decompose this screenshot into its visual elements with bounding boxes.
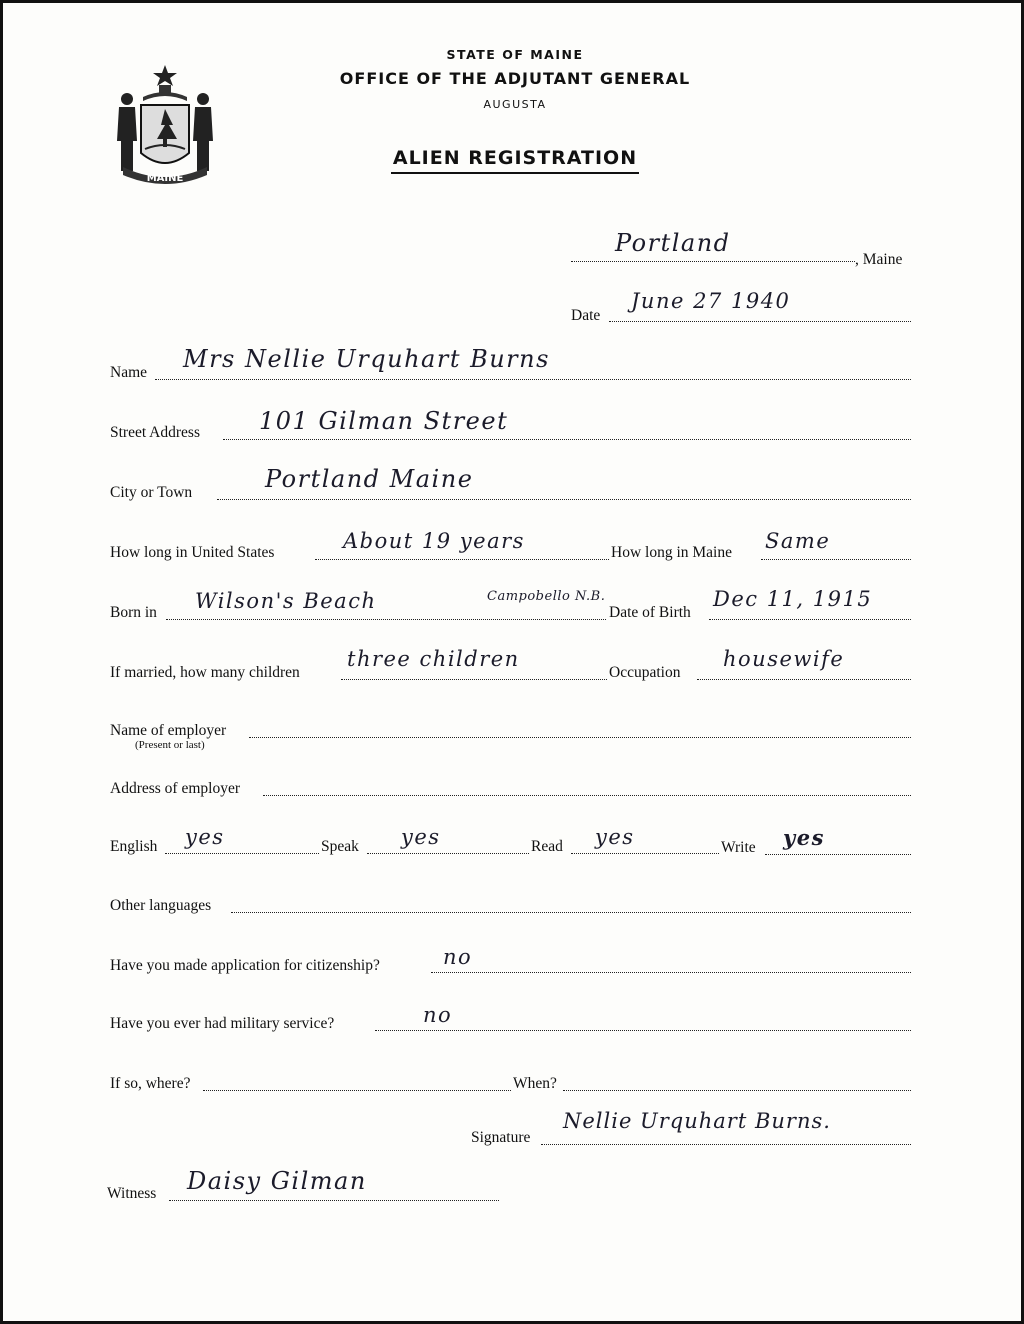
- seal-text: MAINE: [146, 173, 184, 184]
- citizenship-value[interactable]: no: [443, 945, 473, 969]
- english-label: English: [110, 838, 158, 855]
- write-line: [765, 854, 911, 855]
- date-of-birth-line: [709, 619, 911, 620]
- other-languages-line: [231, 912, 911, 913]
- city-label: City or Town: [110, 484, 193, 501]
- employer-name-line: [249, 737, 911, 738]
- place-value[interactable]: Portland: [615, 229, 731, 257]
- date-value[interactable]: June 27 1940: [631, 289, 791, 313]
- street-address-value[interactable]: 101 Gilman Street: [259, 407, 509, 435]
- military-value[interactable]: no: [423, 1003, 453, 1027]
- military-label: Have you ever had military service?: [110, 1015, 335, 1032]
- citizenship-label: Have you made application for citizenship?: [110, 957, 380, 974]
- occupation-value[interactable]: housewife: [723, 647, 845, 671]
- name-line: [155, 379, 911, 380]
- english-line: [165, 853, 319, 854]
- street-address-label: Street Address: [110, 424, 200, 441]
- signature-value[interactable]: Nellie Urquhart Burns.: [563, 1109, 831, 1133]
- date-of-birth-value[interactable]: Dec 11, 1915: [713, 587, 873, 611]
- how-long-maine-label: How long in Maine: [611, 544, 732, 561]
- read-value[interactable]: yes: [595, 825, 635, 849]
- born-in-note-value[interactable]: Campobello N.B.: [487, 589, 606, 604]
- military-line: [375, 1030, 911, 1031]
- if-so-where-label: If so, where?: [110, 1075, 191, 1092]
- born-in-value[interactable]: Wilson's Beach: [195, 589, 377, 613]
- citizenship-line: [431, 972, 911, 973]
- speak-line: [367, 853, 529, 854]
- born-in-line: [166, 619, 606, 620]
- employer-name-note: (Present or last): [135, 739, 205, 751]
- read-label: Read: [531, 838, 563, 855]
- how-long-us-value[interactable]: About 19 years: [343, 529, 525, 553]
- occupation-label: Occupation: [609, 664, 681, 681]
- occupation-line: [697, 679, 911, 680]
- city-heading: AUGUSTA: [483, 98, 547, 111]
- street-address-line: [223, 439, 911, 440]
- write-value[interactable]: yes: [783, 825, 825, 850]
- witness-line: [169, 1200, 499, 1201]
- name-label: Name: [110, 364, 148, 381]
- read-line: [571, 853, 719, 854]
- state-heading: STATE OF MAINE: [446, 47, 584, 62]
- city-line: [217, 499, 911, 500]
- maine-label: , Maine: [855, 251, 903, 268]
- office-heading: OFFICE OF THE ADJUTANT GENERAL: [339, 69, 691, 88]
- how-long-us-label: How long in United States: [110, 544, 275, 561]
- date-line: [609, 321, 911, 322]
- city-value[interactable]: Portland Maine: [265, 465, 474, 493]
- employer-address-line: [263, 795, 911, 796]
- form-title: ALIEN REGISTRATION: [3, 147, 1024, 174]
- children-line: [341, 679, 607, 680]
- speak-label: Speak: [321, 838, 359, 855]
- how-long-us-line: [315, 559, 609, 560]
- when-line: [563, 1090, 911, 1091]
- witness-label: Witness: [107, 1185, 157, 1202]
- employer-name-label: Name of employer: [110, 722, 227, 739]
- children-value[interactable]: three children: [347, 647, 520, 671]
- employer-address-label: Address of employer: [110, 780, 240, 797]
- if-so-where-line: [203, 1090, 511, 1091]
- when-label: When?: [513, 1075, 557, 1092]
- speak-value[interactable]: yes: [401, 825, 441, 849]
- signature-label: Signature: [471, 1129, 531, 1146]
- write-label: Write: [721, 839, 756, 856]
- english-value[interactable]: yes: [185, 825, 225, 849]
- how-long-maine-line: [761, 559, 911, 560]
- born-in-label: Born in: [110, 604, 157, 621]
- signature-line: [541, 1144, 911, 1145]
- witness-value[interactable]: Daisy Gilman: [187, 1167, 367, 1195]
- date-of-birth-label: Date of Birth: [609, 604, 691, 621]
- children-label: If married, how many children: [110, 664, 300, 681]
- other-languages-label: Other languages: [110, 897, 212, 914]
- name-value[interactable]: Mrs Nellie Urquhart Burns: [183, 345, 550, 373]
- place-line: [571, 261, 855, 262]
- how-long-maine-value[interactable]: Same: [765, 529, 831, 553]
- date-label: Date: [571, 307, 601, 324]
